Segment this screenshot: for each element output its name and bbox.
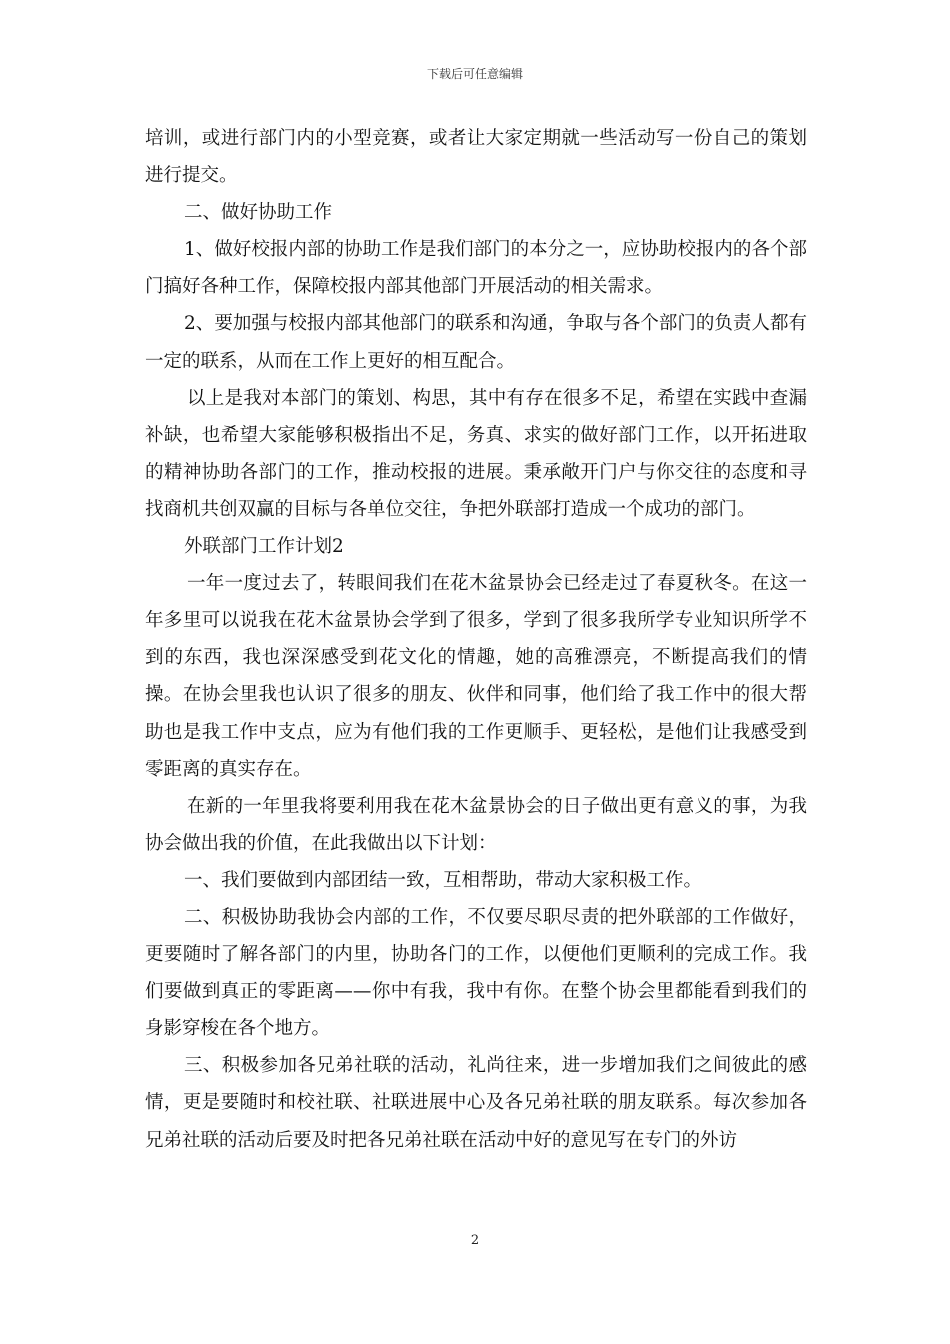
paragraph-item-1: 1、做好校报内部的协助工作是我们部门的本分之一，应协助校报内的各个部门搞好各种工作，保障校报内部其他部门开展活动的相关需求。 — [145, 239, 807, 298]
paragraph-year-review: 一年一度过去了，转眼间我们在花木盆景协会已经走过了春夏秋冬。在这一年多里可以说我在花木盆景协会学到了很多，学到了很多我所学专业知识所学不到的东西，我也深深感受到花文化的情趣，她的高雅漂亮，不断提高我们的情操。在协会里我也认识了很多的朋友、伙伴和同事，他们给了我工作中的很大帮助也是我工作中支点，应为有他们我的工作更顺手、更轻松，是他们让我感受到零距离的真实存在。 — [145, 573, 807, 780]
paragraph-summary: 以上是我对本部门的策划、构思，其中有存在很多不足，希望在实践中查漏补缺，也希望大家能够积极指出不足，务真、求实的做好部门工作，以开拓进取的精神协助各部门的工作，推动校报的进展。秉承敞开门户与你交往的态度和寻找商机共创双赢的目标与各单位交往，争把外联部打造成一个成功的部门。 — [145, 387, 807, 520]
section-heading-assist-work: 二、做好协助工作 — [184, 202, 333, 224]
document-body — [145, 120, 807, 1159]
page-number: 2 — [470, 1233, 480, 1248]
paragraph-item-2: 2、要加强与校报内部其他部门的联系和沟通，争取与各个部门的负责人都有一定的联系，从而在工作上更好的相互配合。 — [145, 313, 807, 372]
plan-item-1: 一、我们要做到内部团结一致，互相帮助，带动大家积极工作。 — [184, 869, 703, 891]
plan-item-3: 三、积极参加各兄弟社联的活动，礼尚往来，进一步增加我们之间彼此的感情，更是要随时和校社联、社联进展中心及各兄弟社联的朋友联系。每次参加各兄弟社联的活动后要及时把各兄弟社联在活动中好的意见写在专门的外访 — [145, 1055, 807, 1151]
paragraph-training-continuation: 培训，或进行部门内的小型竞赛，或者让大家定期就一些活动写一份自己的策划进行提交。 — [145, 128, 807, 187]
paragraph-new-year-plan: 在新的一年里我将要利用我在花木盆景协会的日子做出更有意义的事，为我协会做出我的价值，在此我做出以下计划： — [145, 795, 807, 854]
page-header: 下载后可任意编辑 — [426, 67, 523, 81]
document-subtitle: 外联部门工作计划2 — [184, 536, 344, 558]
plan-item-2: 二、积极协助我协会内部的工作，不仅要尽职尽责的把外联部的工作做好，更要随时了解各部门的内里，协助各门的工作，以便他们更顺利的完成工作。我们要做到真正的零距离——你中有我，我中有你。在整个协会里都能看到我们的身影穿梭在各个地方。 — [145, 906, 807, 1040]
